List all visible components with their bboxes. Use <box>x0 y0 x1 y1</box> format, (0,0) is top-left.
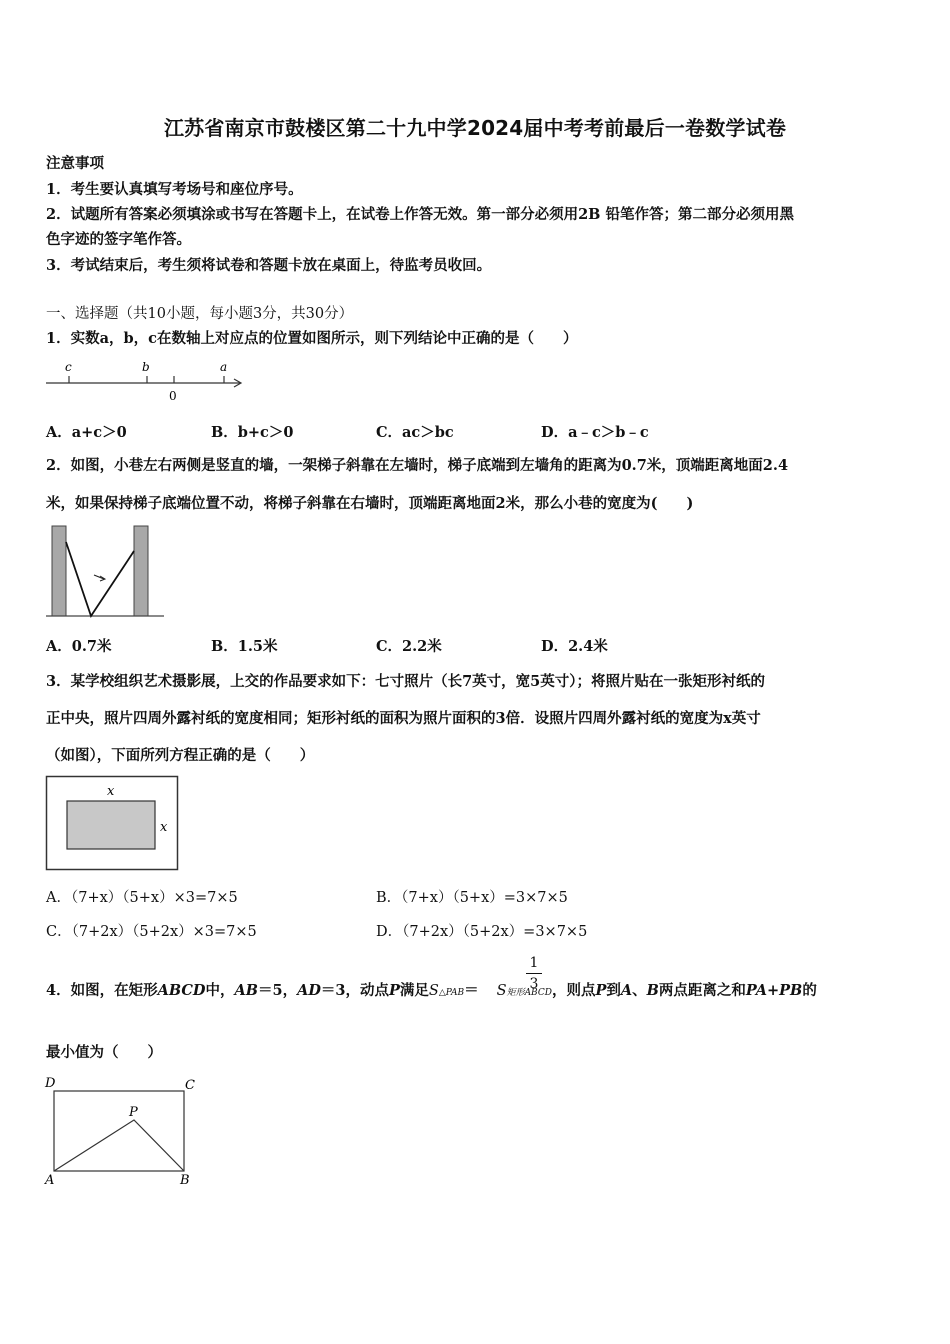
zero-label: 0 <box>169 389 177 403</box>
q4-var: AB <box>234 982 258 999</box>
q4-area-symbol: S <box>496 983 507 999</box>
question-2-line2: 米，如果保持梯子底端位置不动，将梯子斜靠在右墙时，顶端距离地面2米，那么小巷的宽度为( ) <box>46 495 694 512</box>
question-3-line2: 正中央，照片四周外露衬纸的宽度相同；矩形衬纸的面积为照片面积的3倍．设照片四周外露衬纸的宽度为x英寸 <box>46 710 761 727</box>
fraction-denominator: 3 <box>529 976 539 992</box>
q4-var: A <box>620 982 633 999</box>
q4-text: 的 <box>802 982 817 999</box>
q4-text: 两点距离之和 <box>658 982 746 999</box>
q4-var: P <box>389 982 400 999</box>
q3-option-b: B．（7+x）（5+x）=3×7×5 <box>376 890 568 906</box>
q4-var: ABCD <box>157 982 206 999</box>
question-3-line1: 3．某学校组织艺术摄影展，上交的作品要求如下：七寸照片（长7英寸，宽5英寸）；将照片贴在一张矩形衬纸的 <box>46 673 766 690</box>
q4-var: PA+PB <box>745 982 803 999</box>
number-line-figure <box>44 354 250 404</box>
q1-option-d: D．a﹣c＞b﹣c <box>541 424 649 441</box>
q4-text: 4．如图，在矩形 <box>46 982 158 999</box>
question-2-line1: 2．如图，小巷左右两侧是竖直的墙，一架梯子斜靠在左墙时，梯子底端到左墙角的距离为0.7米，顶端距离地面2.4 <box>46 457 789 474</box>
q2-option-a: A．0.7米 <box>46 638 112 655</box>
note-item: 色字迹的签字笔作答。 <box>46 231 191 248</box>
q4-var: P <box>595 982 607 999</box>
vertex-c-label: C <box>185 1078 195 1093</box>
q4-area-subscript: △PAB <box>438 988 465 998</box>
question-4-line2: 最小值为（ ） <box>46 1044 162 1061</box>
photo-mat-figure <box>45 775 181 873</box>
section-heading: 一、选择题（共10小题，每小题3分，共30分） <box>46 306 354 322</box>
note-item: 3．考试结束后，考生须将试卷和答题卡放在桌面上，待监考员收回。 <box>46 257 492 274</box>
vertex-b-label: B <box>180 1173 190 1188</box>
q4-var: B <box>646 982 659 999</box>
width-x-label-top: x <box>107 784 115 799</box>
note-item: 1．考生要认真填写考场号和座位序号。 <box>46 181 303 198</box>
question-4-line1 <box>46 979 817 1000</box>
point-c-label: c <box>65 360 72 374</box>
note-item: 2．试题所有答案必须填涂或书写在答题卡上，在试卷上作答无效。第一部分必须用2B 铅笔作答；第二部分必须用黑 <box>46 206 794 223</box>
vertex-a-label: A <box>45 1173 55 1188</box>
exam-title: 江苏省南京市鼓楼区第二十九中学2024届中考考前最后一卷数学试卷 <box>163 116 787 140</box>
q2-option-b: B．1.5米 <box>211 638 278 655</box>
q1-option-c: C．ac＞bc <box>376 424 454 441</box>
q4-text: ＝5， <box>258 982 298 999</box>
q2-option-c: C．2.2米 <box>376 638 442 655</box>
q3-option-c: C．（7+2x）（5+2x）×3=7×5 <box>46 924 257 940</box>
rectangle-abcd-figure <box>42 1074 202 1188</box>
ladder-alley-figure <box>44 524 168 620</box>
one-third-fraction <box>526 955 542 992</box>
notes-heading: 注意事项 <box>46 155 104 172</box>
q4-area-subscript: 矩形ABCD <box>506 988 552 998</box>
q4-text: ，则点 <box>551 982 596 999</box>
q1-option-a: A．a+c＞0 <box>46 424 127 441</box>
q4-text: 中， <box>205 982 235 999</box>
point-p-label: P <box>129 1105 138 1120</box>
width-x-label-right: x <box>160 820 168 835</box>
question-1-text: 1．实数a，b，c在数轴上对应点的位置如图所示，则下列结论中正确的是（ ） <box>46 330 578 347</box>
q4-text: ＝3，动点 <box>320 982 390 999</box>
point-b-label: b <box>142 360 150 374</box>
question-3-line3: （如图），下面所列方程正确的是（ ） <box>46 747 315 764</box>
q4-text: 满足 <box>399 982 429 999</box>
q4-text: 、 <box>632 982 647 999</box>
q2-option-d: D．2.4米 <box>541 638 608 655</box>
q4-var: AD <box>297 982 321 999</box>
q4-area-symbol: S <box>428 983 439 999</box>
fraction-numerator: 1 <box>529 955 539 971</box>
point-a-label: a <box>220 360 228 374</box>
q4-text: 到 <box>606 982 621 999</box>
vertex-d-label: D <box>45 1076 56 1091</box>
q3-option-a: A．（7+x）（5+x）×3=7×5 <box>46 890 238 906</box>
q4-text: ＝ <box>464 982 479 999</box>
q3-option-d: D．（7+2x）（5+2x）=3×7×5 <box>376 924 588 940</box>
q1-option-b: B．b+c＞0 <box>211 424 294 441</box>
